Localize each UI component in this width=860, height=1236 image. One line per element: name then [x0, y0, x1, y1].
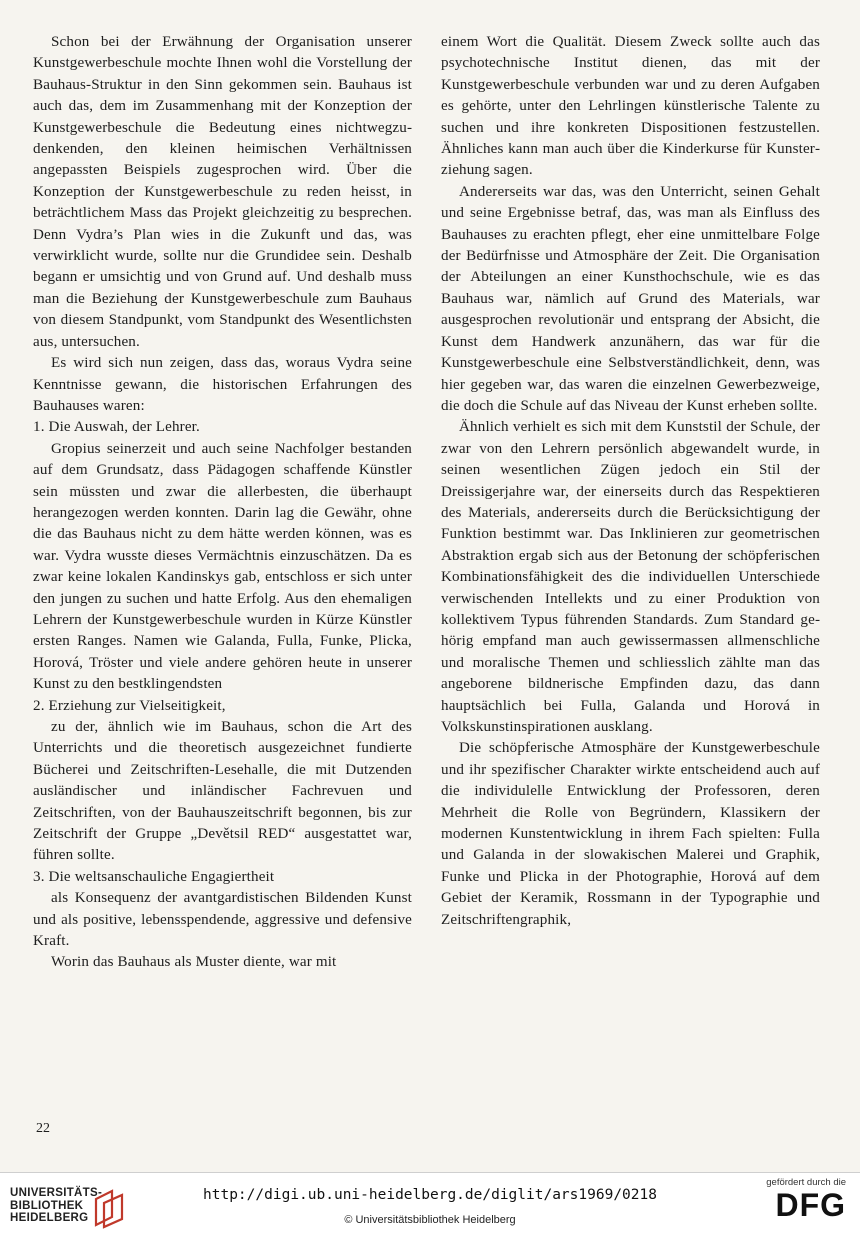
paragraph: Schon bei der Erwähnung der Organisation unserer Kunstgewerbeschule mochte Ihnen wohl die Vorstellung der Bauhaus-Struktur in den Sinn gekommen sein. Bauhaus ist auch das, dem im Zusammenhang mit der Konzeption der Kunstgewerbeschule die Bedeutung eines nichtwegzudenkenden, den kleinen heimischen Verhältnissen angepassten Beispiels zugesprochen wird. Über die Konzeption der Kunstgewerbeschule zu reden heisst, in beträchtlichem Mass das Projekt gleichzeitig zu besprechen. Denn Vydra’s Plan wies in die Zukunft und das, was verwirklicht wurde, sollte nur die Grundidee sein. Deshalb begann er umsichtig und von Grund auf. Und deshalb muss man die Beziehung der Kunstgewerbeschule zum Bauhaus von diesem Standpunkt, vom Standpunkt des Wesentlichsten aus, untersuchen.	[33, 34, 412, 350]
library-logo-text: UNIVERSITÄTS- BIBLIOTHEK HEIDELBERG	[10, 1187, 103, 1224]
paragraph: Andererseits war das, was den Unterricht, seinen Gehalt und seine Ergebnisse betraf, das, was man als Einfluss des Bauhauses zu erachten pflegt, eher eine unmittelbare Folge der Bedürfnisse und Atmosphäre der Zeit. Die Organisation der Abteilungen an einer Kunsthochschule, wie es das Bauhaus war, nämlich auf Grund des Materials, war ausgesprochen revolutionär und entsprang der Absicht, die Kunst dem Handwerk anzunähern, das war für die Kunstgewerbeschule eine Selbstverständlichkeit, denn, was hier gegeben war, das waren die einzelnen Gewerbezweige, die doch die Schule auf das Niveau der Kunst erheben sollte.	[441, 183, 820, 414]
copyright-notice: © Universitätsbibliothek Heidelberg	[344, 1214, 516, 1226]
right-text-column	[441, 32, 820, 931]
paragraph: 3. Die weltsanschauliche Engagiertheit	[33, 868, 275, 885]
paragraph: Die schöpferische Atmosphäre der Kunstgewerbeschule und ihr spezifischer Charakter wirkte entscheidend auch auf die individulelle Entwicklung der Professoren, deren Mehrheit die Rolle von Begründern, Klassikern der modernen Kunstentwicklung in ihrem Fach spielten: Fulla und Galanda in der slowakischen Malerei und Graphik, Funke und Plicka in der Photographie, Horová auf dem Gebiet der Keramik, Rossmann in der Typographie und Zeitschriftengraphik,	[441, 740, 820, 928]
page-number: 22	[36, 1121, 50, 1136]
paragraph: Ähnlich verhielt es sich mit dem Kunststil der Schule, der zwar von den Lehrern persönlich abgewandelt wurde, in seinen wesentlichen Zügen jedoch ein Stil der Dreissigerjahre war, der einerseits durch das Respektieren des Materials, andererseits durch die Berücksichtigung der Funktion bestimmt war. Das Inklinieren zur geometrischen Abstraktion ergab sich aus der Betonung der schöpferischen Kombinationsfähigkeit des die individuellen Unterschiede verwischenden Intellekts und zu einer Produktion von kollektivem Typus führenden Standards. Zum Standard gehörig empfand man auch gewissermassen allmenschliche und moralische Themen und schliesslich zählte man das angeborene bildnerische Empfinden dazu, das dann hauptsächlich bei Fulla, Galanda und Horová in Volkskunstinspirationen ausklang.	[441, 419, 820, 735]
paragraph: zu der, ähnlich wie im Bauhaus, schon die Art des Unterrichts und die theoretisch ausgezeichnet fundierte Bücherei und Zeitschriften-Lesehalle, die mit Dutzenden ausländischer und inländischer Fachrevuen und Zeitschriften, von der Bauhauszeitschrift begonnen, bis zur Zeitschrift der Gruppe „Devětsil RED“ ausgestattet war, führen sollte.	[33, 719, 412, 864]
funder-block	[756, 1177, 846, 1222]
permalink-url[interactable]: http://digi.ub.uni-heidelberg.de/diglit/ars1969/0218	[203, 1187, 657, 1203]
paragraph: als Konsequenz der avantgardistischen Bildenden Kunst und als positive, lebensspendende, aggressive und defensive Kraft.	[33, 890, 412, 950]
paragraph: Es wird sich nun zeigen, dass das, woraus Vydra seine Kenntnisse gewann, die historischen Erfahrungen des Bauhauses waren:	[33, 355, 412, 414]
paragraph: Gropius seinerzeit und auch seine Nachfolger bestanden auf dem Grundsatz, dass Pädagogen schaffende Künstler sein müssten und zwar die allerbesten, die überhaupt herangezogen werden konnten. Darin lag die Gewähr, ohne die das Bauhaus nicht zu dem hätte werden können, was es war. Vydra wusste dieses Vermächtnis einzuschätzen. Da es zwar keine lokalen Kandinskys gab, entschloss er sich unter den jungen zu suchen und hatte Erfolg. Aus den ehemaligen Lehrern der Kunstgewerbeschule wurden in Kürze Künstler ersten Ranges. Namen wie Galanda, Fulla, Funke, Plicka, Horová, Tröster und viele andere gehören heute in unserer Kunst zu den bestklingendsten	[33, 440, 412, 693]
paragraph: Worin das Bauhaus als Muster diente, war mit	[51, 954, 337, 971]
paragraph: einem Wort die Qualität. Diesem Zweck sollte auch das psychotechnische Institut dienen, das mit der Kunstgewerbeschule verbunden war und zu deren Aufgaben es gehörte, unter den Lehrlingen künstlerische Talente zu suchen und ihre konkreten Dispositionen festzustellen. Ähnliches kann man auch über die Kinderkurse für Kunsterziehung sagen.	[441, 34, 820, 179]
paragraph: 2. Erziehung zur Vielseitigkeit,	[33, 697, 226, 714]
dfg-logo[interactable]: DFG	[775, 1187, 846, 1223]
footer-bar	[0, 1172, 860, 1236]
left-text-column	[33, 32, 412, 974]
paragraph: 1. Die Auswah, der Lehrer.	[33, 419, 200, 436]
funding-caption: gefördert durch die	[766, 1177, 846, 1188]
